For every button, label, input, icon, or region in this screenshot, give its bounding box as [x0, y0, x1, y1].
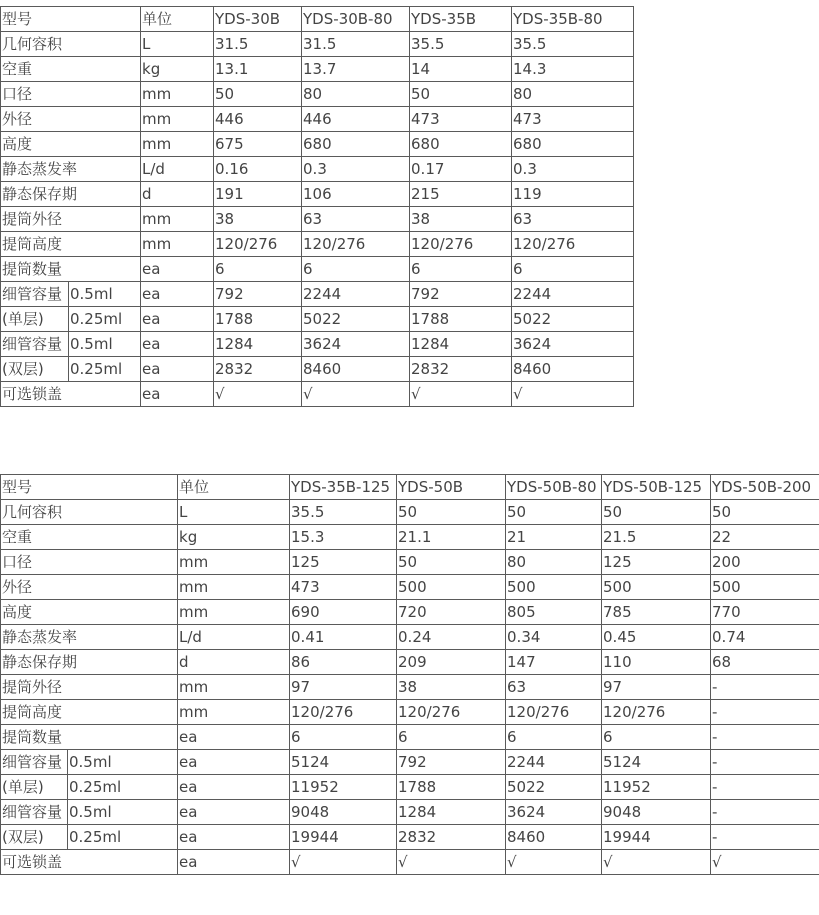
table-row	[1, 57, 634, 82]
value-cell: 63	[506, 675, 602, 700]
value-cell: 805	[506, 600, 602, 625]
unit-cell: mm	[178, 550, 290, 575]
size-cell: 0.25ml	[69, 357, 141, 382]
row-label: 外径	[1, 575, 178, 600]
row-label: 空重	[1, 525, 178, 550]
table-row	[1, 800, 819, 825]
value-cell: 1788	[410, 307, 512, 332]
value-cell: 97	[602, 675, 711, 700]
spec-table-1-body	[1, 7, 634, 407]
unit-cell: ea	[178, 800, 290, 825]
value-cell: 720	[397, 600, 506, 625]
value-cell: 6	[506, 725, 602, 750]
value-cell: 11952	[602, 775, 711, 800]
group-label: (双层)	[1, 357, 69, 382]
model-name-cell: YDS-50B-125	[602, 475, 711, 500]
value-cell: 50	[506, 500, 602, 525]
model-name-cell: YDS-50B-80	[506, 475, 602, 500]
value-cell: 31.5	[214, 32, 302, 57]
unit-cell: ea	[178, 825, 290, 850]
value-cell: 3624	[302, 332, 410, 357]
size-cell: 0.5ml	[69, 332, 141, 357]
value-cell: 0.74	[711, 625, 819, 650]
table-row	[1, 107, 634, 132]
value-cell: 191	[214, 182, 302, 207]
value-cell: 5022	[512, 307, 634, 332]
value-cell: 0.16	[214, 157, 302, 182]
value-cell: 209	[397, 650, 506, 675]
table-row	[1, 625, 819, 650]
unit-cell: kg	[178, 525, 290, 550]
table-row	[1, 257, 634, 282]
value-cell: 120/276	[512, 232, 634, 257]
value-cell: 6	[290, 725, 397, 750]
value-cell: 14	[410, 57, 512, 82]
value-cell: 125	[290, 550, 397, 575]
table-row	[1, 82, 634, 107]
unit-cell: mm	[141, 232, 214, 257]
value-cell: 119	[512, 182, 634, 207]
value-cell: 792	[214, 282, 302, 307]
value-cell: 120/276	[302, 232, 410, 257]
value-cell: 120/276	[506, 700, 602, 725]
row-label: 几何容积	[1, 500, 178, 525]
group-label: 细管容量	[1, 750, 68, 775]
value-cell: 120/276	[410, 232, 512, 257]
value-cell: 0.24	[397, 625, 506, 650]
value-cell: 11952	[290, 775, 397, 800]
value-cell: 690	[290, 600, 397, 625]
value-cell: 500	[602, 575, 711, 600]
value-cell: 446	[214, 107, 302, 132]
model-name-cell: YDS-50B	[397, 475, 506, 500]
value-cell: 6	[302, 257, 410, 282]
value-cell: 1788	[397, 775, 506, 800]
value-cell: 0.41	[290, 625, 397, 650]
model-header-label: 型号	[1, 7, 141, 32]
table-row	[1, 157, 634, 182]
value-cell: 35.5	[512, 32, 634, 57]
value-cell: 19944	[290, 825, 397, 850]
unit-cell: ea	[141, 382, 214, 407]
value-cell: -	[711, 700, 819, 725]
checkmark-cell: √	[512, 382, 634, 407]
value-cell: 31.5	[302, 32, 410, 57]
value-cell: 770	[711, 600, 819, 625]
model-name-cell: YDS-50B-200	[711, 475, 819, 500]
row-label: 提筒外径	[1, 207, 141, 232]
checkmark-cell: √	[711, 850, 819, 875]
value-cell: 792	[397, 750, 506, 775]
checkmark-cell: √	[214, 382, 302, 407]
value-cell: 6	[214, 257, 302, 282]
table-row	[1, 675, 819, 700]
value-cell: 50	[214, 82, 302, 107]
unit-cell: ea	[141, 282, 214, 307]
table-row	[1, 382, 634, 407]
value-cell: -	[711, 725, 819, 750]
value-cell: 500	[397, 575, 506, 600]
value-cell: 0.34	[506, 625, 602, 650]
table-row	[1, 650, 819, 675]
unit-cell: L	[178, 500, 290, 525]
unit-cell: mm	[141, 132, 214, 157]
value-cell: 0.3	[512, 157, 634, 182]
unit-cell: L/d	[141, 157, 214, 182]
row-label: 口径	[1, 82, 141, 107]
unit-cell: ea	[141, 332, 214, 357]
value-cell: 80	[506, 550, 602, 575]
value-cell: 675	[214, 132, 302, 157]
value-cell: 35.5	[290, 500, 397, 525]
value-cell: 14.3	[512, 57, 634, 82]
value-cell: 1788	[214, 307, 302, 332]
table-row	[1, 575, 819, 600]
value-cell: 68	[711, 650, 819, 675]
value-cell: 21	[506, 525, 602, 550]
row-label: 可选锁盖	[1, 382, 141, 407]
value-cell: 63	[512, 207, 634, 232]
value-cell: 0.3	[302, 157, 410, 182]
value-cell: 80	[512, 82, 634, 107]
unit-cell: mm	[141, 82, 214, 107]
value-cell: 2832	[410, 357, 512, 382]
unit-cell: ea	[141, 307, 214, 332]
model-header-label: 型号	[1, 475, 178, 500]
value-cell: 785	[602, 600, 711, 625]
model-name-cell: YDS-35B-125	[290, 475, 397, 500]
row-label: 静态蒸发率	[1, 625, 178, 650]
value-cell: 50	[397, 550, 506, 575]
unit-cell: mm	[141, 107, 214, 132]
header-row	[1, 475, 819, 500]
value-cell: 6	[512, 257, 634, 282]
model-name-cell: YDS-30B	[214, 7, 302, 32]
value-cell: 50	[711, 500, 819, 525]
table-row	[1, 232, 634, 257]
value-cell: 446	[302, 107, 410, 132]
unit-cell: ea	[141, 257, 214, 282]
value-cell: 5124	[602, 750, 711, 775]
value-cell: 680	[512, 132, 634, 157]
size-cell: 0.5ml	[68, 750, 178, 775]
value-cell: 3624	[512, 332, 634, 357]
value-cell: 2244	[512, 282, 634, 307]
spec-table-2-body	[1, 475, 819, 875]
table-row	[1, 132, 634, 157]
value-cell: 38	[410, 207, 512, 232]
value-cell: 500	[711, 575, 819, 600]
value-cell: 80	[302, 82, 410, 107]
table-row	[1, 600, 819, 625]
unit-cell: ea	[178, 725, 290, 750]
group-label: 细管容量	[1, 282, 69, 307]
row-label: 高度	[1, 600, 178, 625]
value-cell: 110	[602, 650, 711, 675]
value-cell: 1284	[410, 332, 512, 357]
table-row	[1, 282, 634, 307]
value-cell: 473	[410, 107, 512, 132]
table-row	[1, 725, 819, 750]
value-cell: 6	[397, 725, 506, 750]
table-row	[1, 825, 819, 850]
group-label: (单层)	[1, 307, 69, 332]
unit-cell: d	[178, 650, 290, 675]
value-cell: 2832	[397, 825, 506, 850]
row-label: 空重	[1, 57, 141, 82]
row-label: 提筒数量	[1, 725, 178, 750]
unit-cell: d	[141, 182, 214, 207]
row-label: 口径	[1, 550, 178, 575]
value-cell: 8460	[512, 357, 634, 382]
value-cell: 19944	[602, 825, 711, 850]
value-cell: 2832	[214, 357, 302, 382]
size-cell: 0.5ml	[69, 282, 141, 307]
value-cell: 8460	[506, 825, 602, 850]
checkmark-cell: √	[302, 382, 410, 407]
unit-cell: mm	[178, 675, 290, 700]
row-label: 提筒数量	[1, 257, 141, 282]
unit-cell: mm	[178, 700, 290, 725]
value-cell: 9048	[290, 800, 397, 825]
unit-header-label: 单位	[178, 475, 290, 500]
value-cell: 5022	[302, 307, 410, 332]
unit-header-label: 单位	[141, 7, 214, 32]
header-row	[1, 7, 634, 32]
checkmark-cell: √	[602, 850, 711, 875]
value-cell: 120/276	[397, 700, 506, 725]
value-cell: 1284	[214, 332, 302, 357]
table-row	[1, 32, 634, 57]
table-row	[1, 775, 819, 800]
value-cell: 21.5	[602, 525, 711, 550]
value-cell: 200	[711, 550, 819, 575]
value-cell: 9048	[602, 800, 711, 825]
value-cell: 792	[410, 282, 512, 307]
unit-cell: ea	[141, 357, 214, 382]
value-cell: 473	[512, 107, 634, 132]
table-row	[1, 850, 819, 875]
value-cell: 97	[290, 675, 397, 700]
table-row	[1, 182, 634, 207]
table-row	[1, 332, 634, 357]
unit-cell: ea	[178, 775, 290, 800]
checkmark-cell: √	[410, 382, 512, 407]
value-cell: 13.1	[214, 57, 302, 82]
model-name-cell: YDS-35B	[410, 7, 512, 32]
spec-table-1	[0, 6, 634, 407]
value-cell: 21.1	[397, 525, 506, 550]
model-name-cell: YDS-30B-80	[302, 7, 410, 32]
value-cell: -	[711, 775, 819, 800]
checkmark-cell: √	[397, 850, 506, 875]
value-cell: 120/276	[602, 700, 711, 725]
value-cell: 0.17	[410, 157, 512, 182]
model-name-cell: YDS-35B-80	[512, 7, 634, 32]
value-cell: -	[711, 825, 819, 850]
value-cell: 15.3	[290, 525, 397, 550]
table-row	[1, 207, 634, 232]
table-row	[1, 500, 819, 525]
unit-cell: kg	[141, 57, 214, 82]
unit-cell: mm	[178, 575, 290, 600]
group-label: (单层)	[1, 775, 68, 800]
value-cell: 473	[290, 575, 397, 600]
value-cell: 147	[506, 650, 602, 675]
value-cell: 3624	[506, 800, 602, 825]
value-cell: 38	[214, 207, 302, 232]
checkmark-cell: √	[506, 850, 602, 875]
value-cell: 13.7	[302, 57, 410, 82]
value-cell: 6	[410, 257, 512, 282]
value-cell: 63	[302, 207, 410, 232]
table-row	[1, 550, 819, 575]
value-cell: 35.5	[410, 32, 512, 57]
value-cell: 6	[602, 725, 711, 750]
value-cell: 125	[602, 550, 711, 575]
group-label: 细管容量	[1, 800, 68, 825]
row-label: 外径	[1, 107, 141, 132]
table-row	[1, 750, 819, 775]
table-row	[1, 525, 819, 550]
unit-cell: L	[141, 32, 214, 57]
size-cell: 0.25ml	[68, 825, 178, 850]
group-label: 细管容量	[1, 332, 69, 357]
value-cell: 5022	[506, 775, 602, 800]
unit-cell: ea	[178, 750, 290, 775]
unit-cell: ea	[178, 850, 290, 875]
value-cell: 680	[302, 132, 410, 157]
value-cell: -	[711, 750, 819, 775]
value-cell: 38	[397, 675, 506, 700]
value-cell: 215	[410, 182, 512, 207]
size-cell: 0.25ml	[68, 775, 178, 800]
spec-table-2	[0, 474, 819, 875]
table-row	[1, 307, 634, 332]
table-row	[1, 700, 819, 725]
size-cell: 0.25ml	[69, 307, 141, 332]
unit-cell: mm	[141, 207, 214, 232]
row-label: 高度	[1, 132, 141, 157]
value-cell: 50	[602, 500, 711, 525]
row-label: 提筒高度	[1, 700, 178, 725]
value-cell: 120/276	[290, 700, 397, 725]
value-cell: -	[711, 800, 819, 825]
group-label: (双层)	[1, 825, 68, 850]
value-cell: 680	[410, 132, 512, 157]
table-row	[1, 357, 634, 382]
unit-cell: L/d	[178, 625, 290, 650]
row-label: 静态保存期	[1, 650, 178, 675]
row-label: 几何容积	[1, 32, 141, 57]
row-label: 静态蒸发率	[1, 157, 141, 182]
value-cell: 22	[711, 525, 819, 550]
value-cell: 86	[290, 650, 397, 675]
value-cell: 106	[302, 182, 410, 207]
row-label: 可选锁盖	[1, 850, 178, 875]
value-cell: 0.45	[602, 625, 711, 650]
row-label: 提筒外径	[1, 675, 178, 700]
value-cell: 1284	[397, 800, 506, 825]
value-cell: 2244	[506, 750, 602, 775]
value-cell: 500	[506, 575, 602, 600]
size-cell: 0.5ml	[68, 800, 178, 825]
value-cell: 50	[410, 82, 512, 107]
value-cell: 120/276	[214, 232, 302, 257]
row-label: 静态保存期	[1, 182, 141, 207]
value-cell: -	[711, 675, 819, 700]
value-cell: 5124	[290, 750, 397, 775]
value-cell: 50	[397, 500, 506, 525]
unit-cell: mm	[178, 600, 290, 625]
value-cell: 2244	[302, 282, 410, 307]
row-label: 提筒高度	[1, 232, 141, 257]
value-cell: 8460	[302, 357, 410, 382]
checkmark-cell: √	[290, 850, 397, 875]
